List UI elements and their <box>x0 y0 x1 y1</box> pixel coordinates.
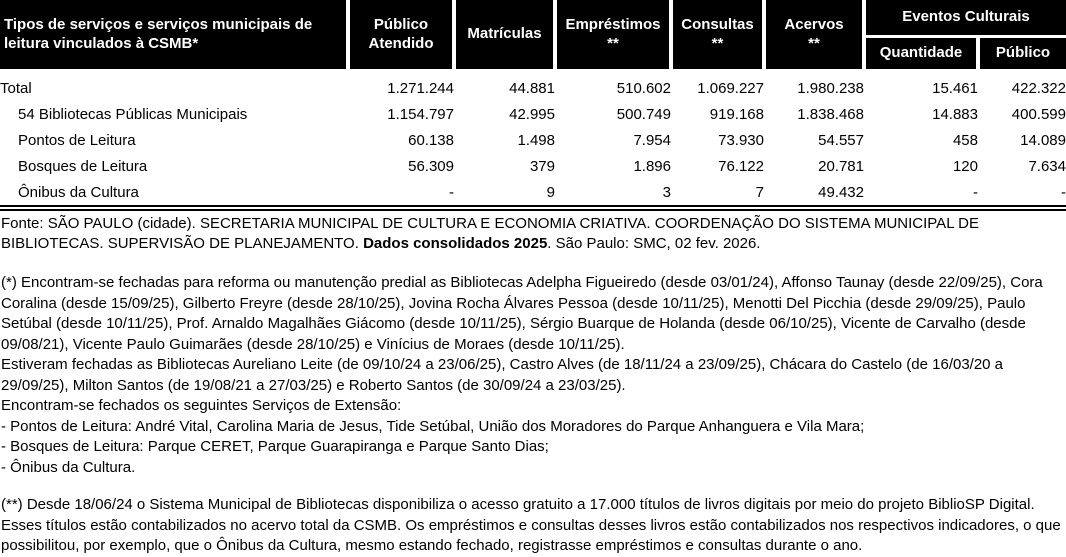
row-label: Ônibus da Cultura <box>18 183 139 201</box>
table-row-bibliotecas <box>0 101 1066 127</box>
footnote-star-paragraph: Estiveram fechadas as Bibliotecas Aureliano Leite (de 09/10/24 a 23/06/25), Castro Alves (de 18/11/24 a 23/09/25), Chácara do Castelo (de 16/03/20 a 29/09/25), Milton Santos (de 19/08/21 a 27/03/25) e Roberto Santos (de 30/09/24 a 23/03/25). <box>1 356 1004 394</box>
source-text-bold: Dados consolidados 2025 <box>363 235 548 252</box>
row-label: 54 Bibliotecas Públicas Municipais <box>18 105 248 123</box>
footnote-double-star-block <box>1 495 1066 557</box>
cell-eventos-quantidade: - <box>973 183 978 201</box>
table-body <box>0 69 1066 205</box>
footnote-star-list-item: - Pontos de Leitura: André Vital, Carolina Maria de Jesus, Tide Setúbal, União dos Moradores do Parque Anhanguera e Vila Mara; <box>1 417 865 435</box>
footnote-star-paragraph: (*) Encontram-se fechadas para reforma ou manutenção predial as Bibliotecas Adelpha Figueiredo (desde 03/01/24), Affonso Taunay (desde 22/09/25), Cora Coralina (desde 15/09/25), Gilberto Freyre (desde 28/10/25), Jovina Rocha Álvares Pessoa (desde 10/11/25), Menotti Del Picchia (desde 29/09/25), Paulo Setúbal (desde 10/11/25), Prof. Arnaldo Magalhães Giácomo (desde 10/11/25), Sérgio Buarque de Holanda (desde 06/10/25), Vicente de Carvalho (desde 09/08/21), Vicente Paulo Guimarães (desde 28/10/25) e Vinícius de Moraes (desde 10/11/25). <box>1 274 1043 353</box>
header-eventos-publico: Público <box>978 36 1066 69</box>
cell-consultas: 7 <box>755 183 764 201</box>
table-header <box>0 0 1066 69</box>
table-row-bosques-de-leitura <box>0 153 1066 179</box>
cell-eventos-quantidade: 15.461 <box>932 79 978 97</box>
row-label: Total <box>0 79 32 97</box>
table-row-total <box>0 69 1066 101</box>
cell-consultas: 919.168 <box>709 105 764 123</box>
header-emprestimos: Empréstimos ** <box>555 0 671 69</box>
source-text-prefix: Fonte: SÃO PAULO (cidade). SECRETARIA MUNICIPAL DE CULTURA E ECONOMIA CRIATIVA. COORDENAÇÃO DO SISTEMA MUNICIPAL DE BIBLIOTECAS. SUPERVISÃO DE PLANEJAMENTO. <box>1 215 979 252</box>
footnote-double-star-paragraph: (**) Desde 18/06/24 o Sistema Municipal de Bibliotecas disponibiliza o acesso gratuito a 17.000 títulos de livros digitais por meio do projeto BiblioSP Digital. Esses títulos estão contabilizados no acervo total da CSMB. Os empréstimos e consultas desses livros estão contabilizados nos respectivos indicadores, o que possibilitou, por exemplo, que o Ônibus da Cultura, mesmo estando fechado, registrasse empréstimos e consultas durante o ano. <box>1 496 1061 554</box>
cell-consultas: 1.069.227 <box>697 79 764 97</box>
cell-emprestimos: 1.896 <box>633 157 671 175</box>
cell-emprestimos: 7.954 <box>633 131 671 149</box>
source-citation <box>1 214 1066 254</box>
cell-eventos-publico: 7.634 <box>1028 157 1066 175</box>
cell-eventos-quantidade: 458 <box>952 131 978 149</box>
cell-matriculas: 9 <box>546 183 555 201</box>
cell-eventos-publico: 14.089 <box>1020 131 1066 149</box>
cell-publico-atendido: 60.138 <box>408 131 454 149</box>
cell-acervos: 20.781 <box>818 157 864 175</box>
source-text-suffix: . São Paulo: SMC, 02 fev. 2026. <box>547 235 761 252</box>
cell-publico-atendido: 1.271.244 <box>387 79 454 97</box>
cell-publico-atendido: 1.154.797 <box>387 105 454 123</box>
cell-consultas: 73.930 <box>718 131 764 149</box>
table-bottom-double-rule <box>0 205 1066 211</box>
header-row-top <box>0 0 1066 36</box>
cell-eventos-quantidade: 14.883 <box>932 105 978 123</box>
cell-publico-atendido: 56.309 <box>408 157 454 175</box>
header-eventos-culturais-group: Eventos Culturais <box>864 0 1066 36</box>
cell-matriculas: 1.498 <box>517 131 555 149</box>
cell-publico-atendido: - <box>449 183 454 201</box>
footnote-star-block <box>1 273 1066 478</box>
cell-eventos-publico: 422.322 <box>1011 79 1066 97</box>
row-label: Bosques de Leitura <box>18 157 148 175</box>
cell-matriculas: 44.881 <box>509 79 555 97</box>
cell-eventos-publico: - <box>1061 183 1066 201</box>
header-eventos-quantidade: Quantidade <box>864 36 978 69</box>
cell-emprestimos: 500.749 <box>616 105 671 123</box>
header-publico-atendido: Público Atendido <box>348 0 454 69</box>
header-consultas: Consultas ** <box>671 0 764 69</box>
header-matriculas: Matrículas <box>454 0 555 69</box>
cell-acervos: 1.838.468 <box>797 105 864 123</box>
cell-emprestimos: 510.602 <box>616 79 671 97</box>
cell-acervos: 49.432 <box>818 183 864 201</box>
row-label: Pontos de Leitura <box>18 131 136 149</box>
header-row-label-column: Tipos de serviços e serviços municipais de leitura vinculados à CSMB* <box>0 0 348 69</box>
cell-eventos-quantidade: 120 <box>952 157 978 175</box>
cell-consultas: 76.122 <box>718 157 764 175</box>
footnote-star-list-item: - Bosques de Leitura: Parque CERET, Parque Guarapiranga e Parque Santo Dias; <box>1 438 549 455</box>
table-row-pontos-de-leitura <box>0 127 1066 153</box>
cell-emprestimos: 3 <box>662 183 671 201</box>
cell-eventos-publico: 400.599 <box>1011 105 1066 123</box>
cell-acervos: 1.980.238 <box>797 79 864 97</box>
cell-matriculas: 379 <box>529 157 555 175</box>
footnote-star-list-item: - Ônibus da Cultura. <box>1 458 136 476</box>
cell-acervos: 54.557 <box>818 131 864 149</box>
library-services-table <box>0 0 1066 205</box>
header-acervos: Acervos ** <box>764 0 864 69</box>
cell-matriculas: 42.995 <box>509 105 555 123</box>
table-row-onibus-da-cultura <box>0 179 1066 205</box>
footnote-star-paragraph: Encontram-se fechados os seguintes Serviços de Extensão: <box>1 397 402 414</box>
